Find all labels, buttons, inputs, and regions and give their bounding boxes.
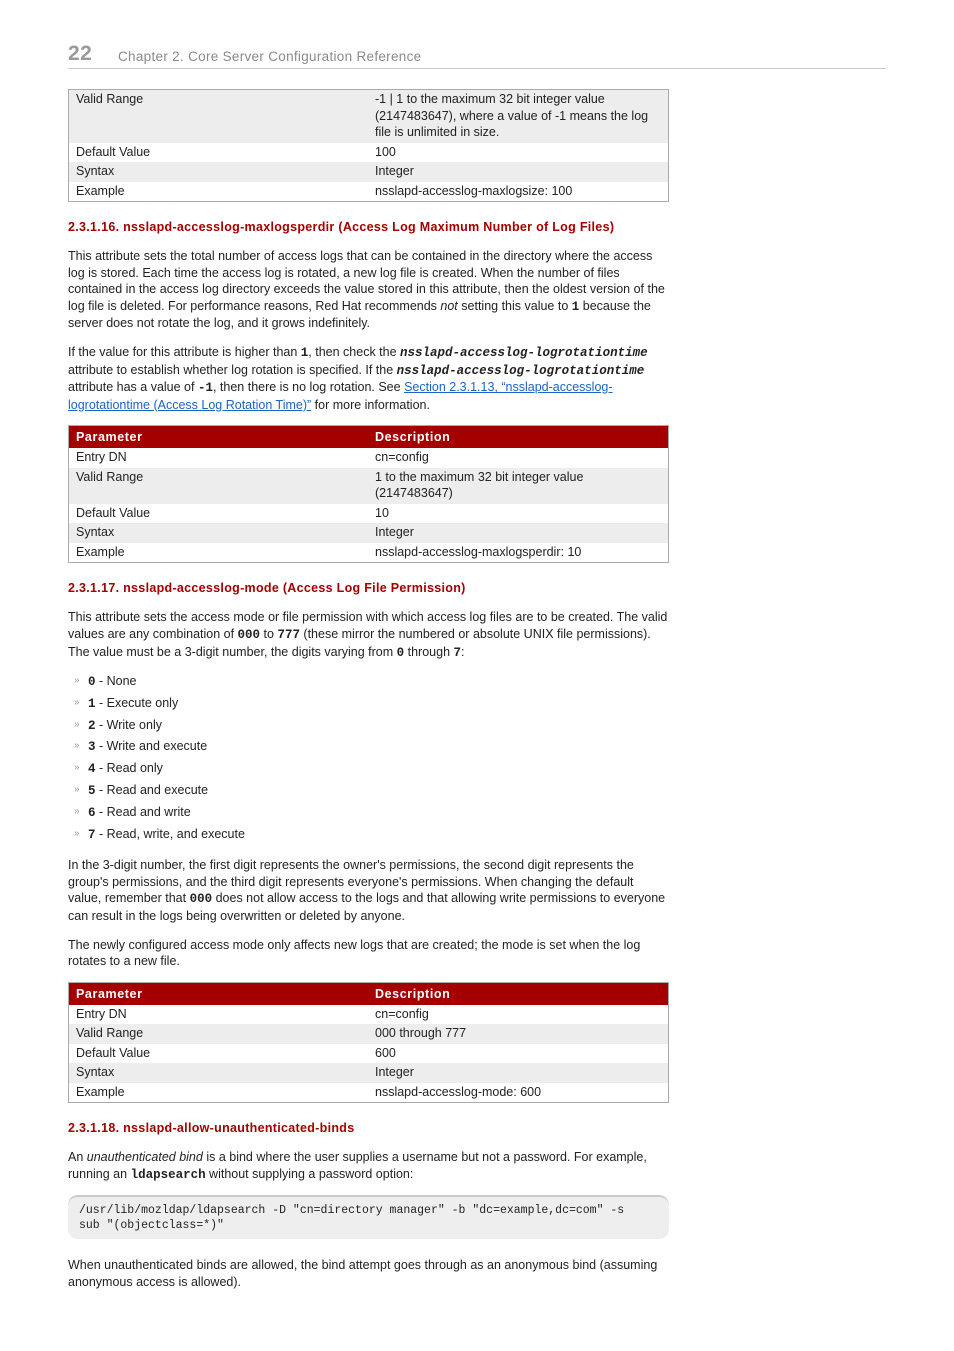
accesslog-mode-table (68, 982, 669, 1104)
desc-cell: 1 to the maximum 32 bit integer value (2147483647) (368, 468, 669, 504)
list-item: » 5 - Read and execute (74, 783, 209, 799)
desc-cell: 600 (375, 1045, 396, 1060)
desc-cell: 000 through 777 (368, 1024, 669, 1044)
param-cell: Example (76, 544, 125, 559)
paragraph: The newly configured access mode only affects new logs that are created; the mode is set when the log rotates to a new file. (68, 937, 641, 969)
param-cell: Valid Range (69, 90, 369, 143)
list-item: » 4 - Read only (74, 761, 163, 777)
page-header (68, 42, 886, 69)
bullet-icon: » (74, 805, 80, 817)
desc-cell: cn=config (375, 450, 429, 465)
param-cell: Syntax (69, 523, 369, 543)
list-item: » 0 - None (74, 674, 137, 690)
paragraph: An unauthenticated bind is a bind where the user supplies a username but not a password. For example, running an ldapsearch without supplying a password option: (68, 1150, 647, 1182)
param-cell: Default Value (76, 505, 151, 520)
table-row (69, 90, 669, 143)
bullet-icon: » (74, 762, 80, 774)
maxlogsperdir-table (68, 425, 669, 563)
paragraph: In the 3-digit number, the first digit represents the owner's permissions, the second digit represents the group's permissions, and the third digit represents everyone's permissions. When changing the default value, remember that 000 does not allow access to the logs and that allowing write permissions to everyone can result in the logs being overwritten or deleted by anyone. (68, 858, 666, 923)
table-row (69, 143, 669, 163)
paragraph: When unauthenticated binds are allowed, the bind attempt goes through as an anonymous bind (assuming anonymous access is allowed). (68, 1258, 658, 1290)
table-row (69, 523, 669, 543)
column-header-parameter: Parameter (69, 982, 369, 1005)
table-row (69, 1005, 669, 1025)
bullet-icon: » (74, 740, 80, 752)
param-cell: Syntax (69, 162, 369, 182)
maxlogsize-table (68, 89, 669, 202)
code-line: /usr/lib/mozldap/ldapsearch -D "cn=directory manager" -b "dc=example,dc=com" -s (79, 1204, 625, 1218)
bullet-icon: » (74, 675, 80, 687)
code-line: sub "(objectclass=*)" (79, 1219, 224, 1233)
bullet-icon: » (74, 827, 80, 839)
column-header-description: Description (368, 982, 669, 1005)
list-item: » 2 - Write only (74, 717, 162, 733)
table-row (69, 162, 669, 182)
section-heading-unauthenticated-binds: 2.3.1.18. nsslapd-allow-unauthenticated-binds (68, 1121, 355, 1136)
table-row (69, 1063, 669, 1083)
section-link-logrotationtime[interactable]: Section 2.3.1.13, “nsslapd-accesslog-logrotationtime (Access Log Rotation Time)” (68, 380, 613, 412)
list-item: » 1 - Execute only (74, 695, 179, 711)
param-cell: Valid Range (69, 1024, 369, 1044)
desc-cell: Integer (368, 162, 669, 182)
list-item: » 6 - Read and write (74, 804, 191, 820)
chapter-title: Chapter 2. Core Server Configuration Reference (118, 49, 422, 64)
desc-cell: 10 (375, 505, 389, 520)
paragraph: This attribute sets the total number of access logs that can be contained in the directory where the access log is stored. Each time the access log is rotated, a new log file is created. When the number of files contained in the access log directory exceeds the value stored in this attribute, then the oldest version of the log file is deleted. For performance reasons, Red Hat recommends not setting this value to 1 because the server does not rotate the log, and it grows indefinitely. (68, 249, 665, 331)
column-header-parameter: Parameter (69, 426, 369, 449)
paragraph: This attribute sets the access mode or file permission with which access log files are to be created. The valid values are any combination of 000 to 777 (these mirror the numbered or absolute UNIX file permissions). The value must be a 3-digit number, the digits varying from 0 through 7: (68, 610, 668, 660)
desc-cell: nsslapd-accesslog-maxlogsize: 100 (375, 183, 573, 198)
table-header-row (69, 426, 669, 449)
column-header-description: Description (368, 426, 669, 449)
param-cell: Entry DN (76, 1006, 127, 1021)
table-row (69, 468, 669, 504)
param-cell: Example (76, 183, 125, 198)
paragraph: If the value for this attribute is higher than 1, then check the nsslapd-accesslog-logrotationtime attribute to establish whether log rotation is specified. If the nsslapd-accesslog-logrotationtime attribute has a value of -1, then there is no log rotation. See Section 2.3.1.13, “nsslapd-accesslog-logrotationtime (Access Log Rotation Time)” for more information. (68, 344, 648, 412)
page-number: 22 (68, 42, 93, 65)
param-cell: Default Value (76, 1045, 151, 1060)
param-cell: Entry DN (76, 450, 127, 465)
table-row (69, 1024, 669, 1044)
param-cell: Default Value (76, 144, 151, 159)
param-cell: Example (76, 1084, 125, 1099)
bullet-icon: » (74, 696, 80, 708)
desc-cell: nsslapd-accesslog-maxlogsperdir: 10 (375, 544, 582, 559)
section-heading-maxlogsperdir: 2.3.1.16. nsslapd-accesslog-maxlogsperdir (Access Log Maximum Number of Log Files) (68, 220, 615, 234)
list-item: » 7 - Read, write, and execute (74, 826, 245, 842)
table-row (69, 448, 669, 468)
code-block (68, 1195, 669, 1239)
param-cell: Syntax (69, 1063, 369, 1083)
table-row (69, 1083, 669, 1103)
list-item: » 3 - Write and execute (74, 739, 208, 755)
desc-cell: Integer (368, 1063, 669, 1083)
desc-cell: -1 | 1 to the maximum 32 bit integer value (2147483647), where a value of -1 means the log file is unlimited in size. (368, 90, 669, 143)
bullet-icon: » (74, 784, 80, 796)
table-row (69, 182, 669, 202)
desc-cell: Integer (368, 523, 669, 543)
desc-cell: cn=config (375, 1006, 429, 1021)
page-content (68, 89, 669, 1303)
param-cell: Valid Range (69, 468, 369, 504)
permission-list (68, 673, 669, 843)
table-row (69, 504, 669, 524)
table-row (69, 543, 669, 563)
bullet-icon: » (74, 718, 80, 730)
table-header-row (69, 982, 669, 1005)
desc-cell: 100 (375, 144, 396, 159)
table-row (69, 1044, 669, 1064)
desc-cell: nsslapd-accesslog-mode: 600 (375, 1084, 542, 1099)
section-heading-accesslog-mode: 2.3.1.17. nsslapd-accesslog-mode (Access Log File Permission) (68, 581, 466, 596)
